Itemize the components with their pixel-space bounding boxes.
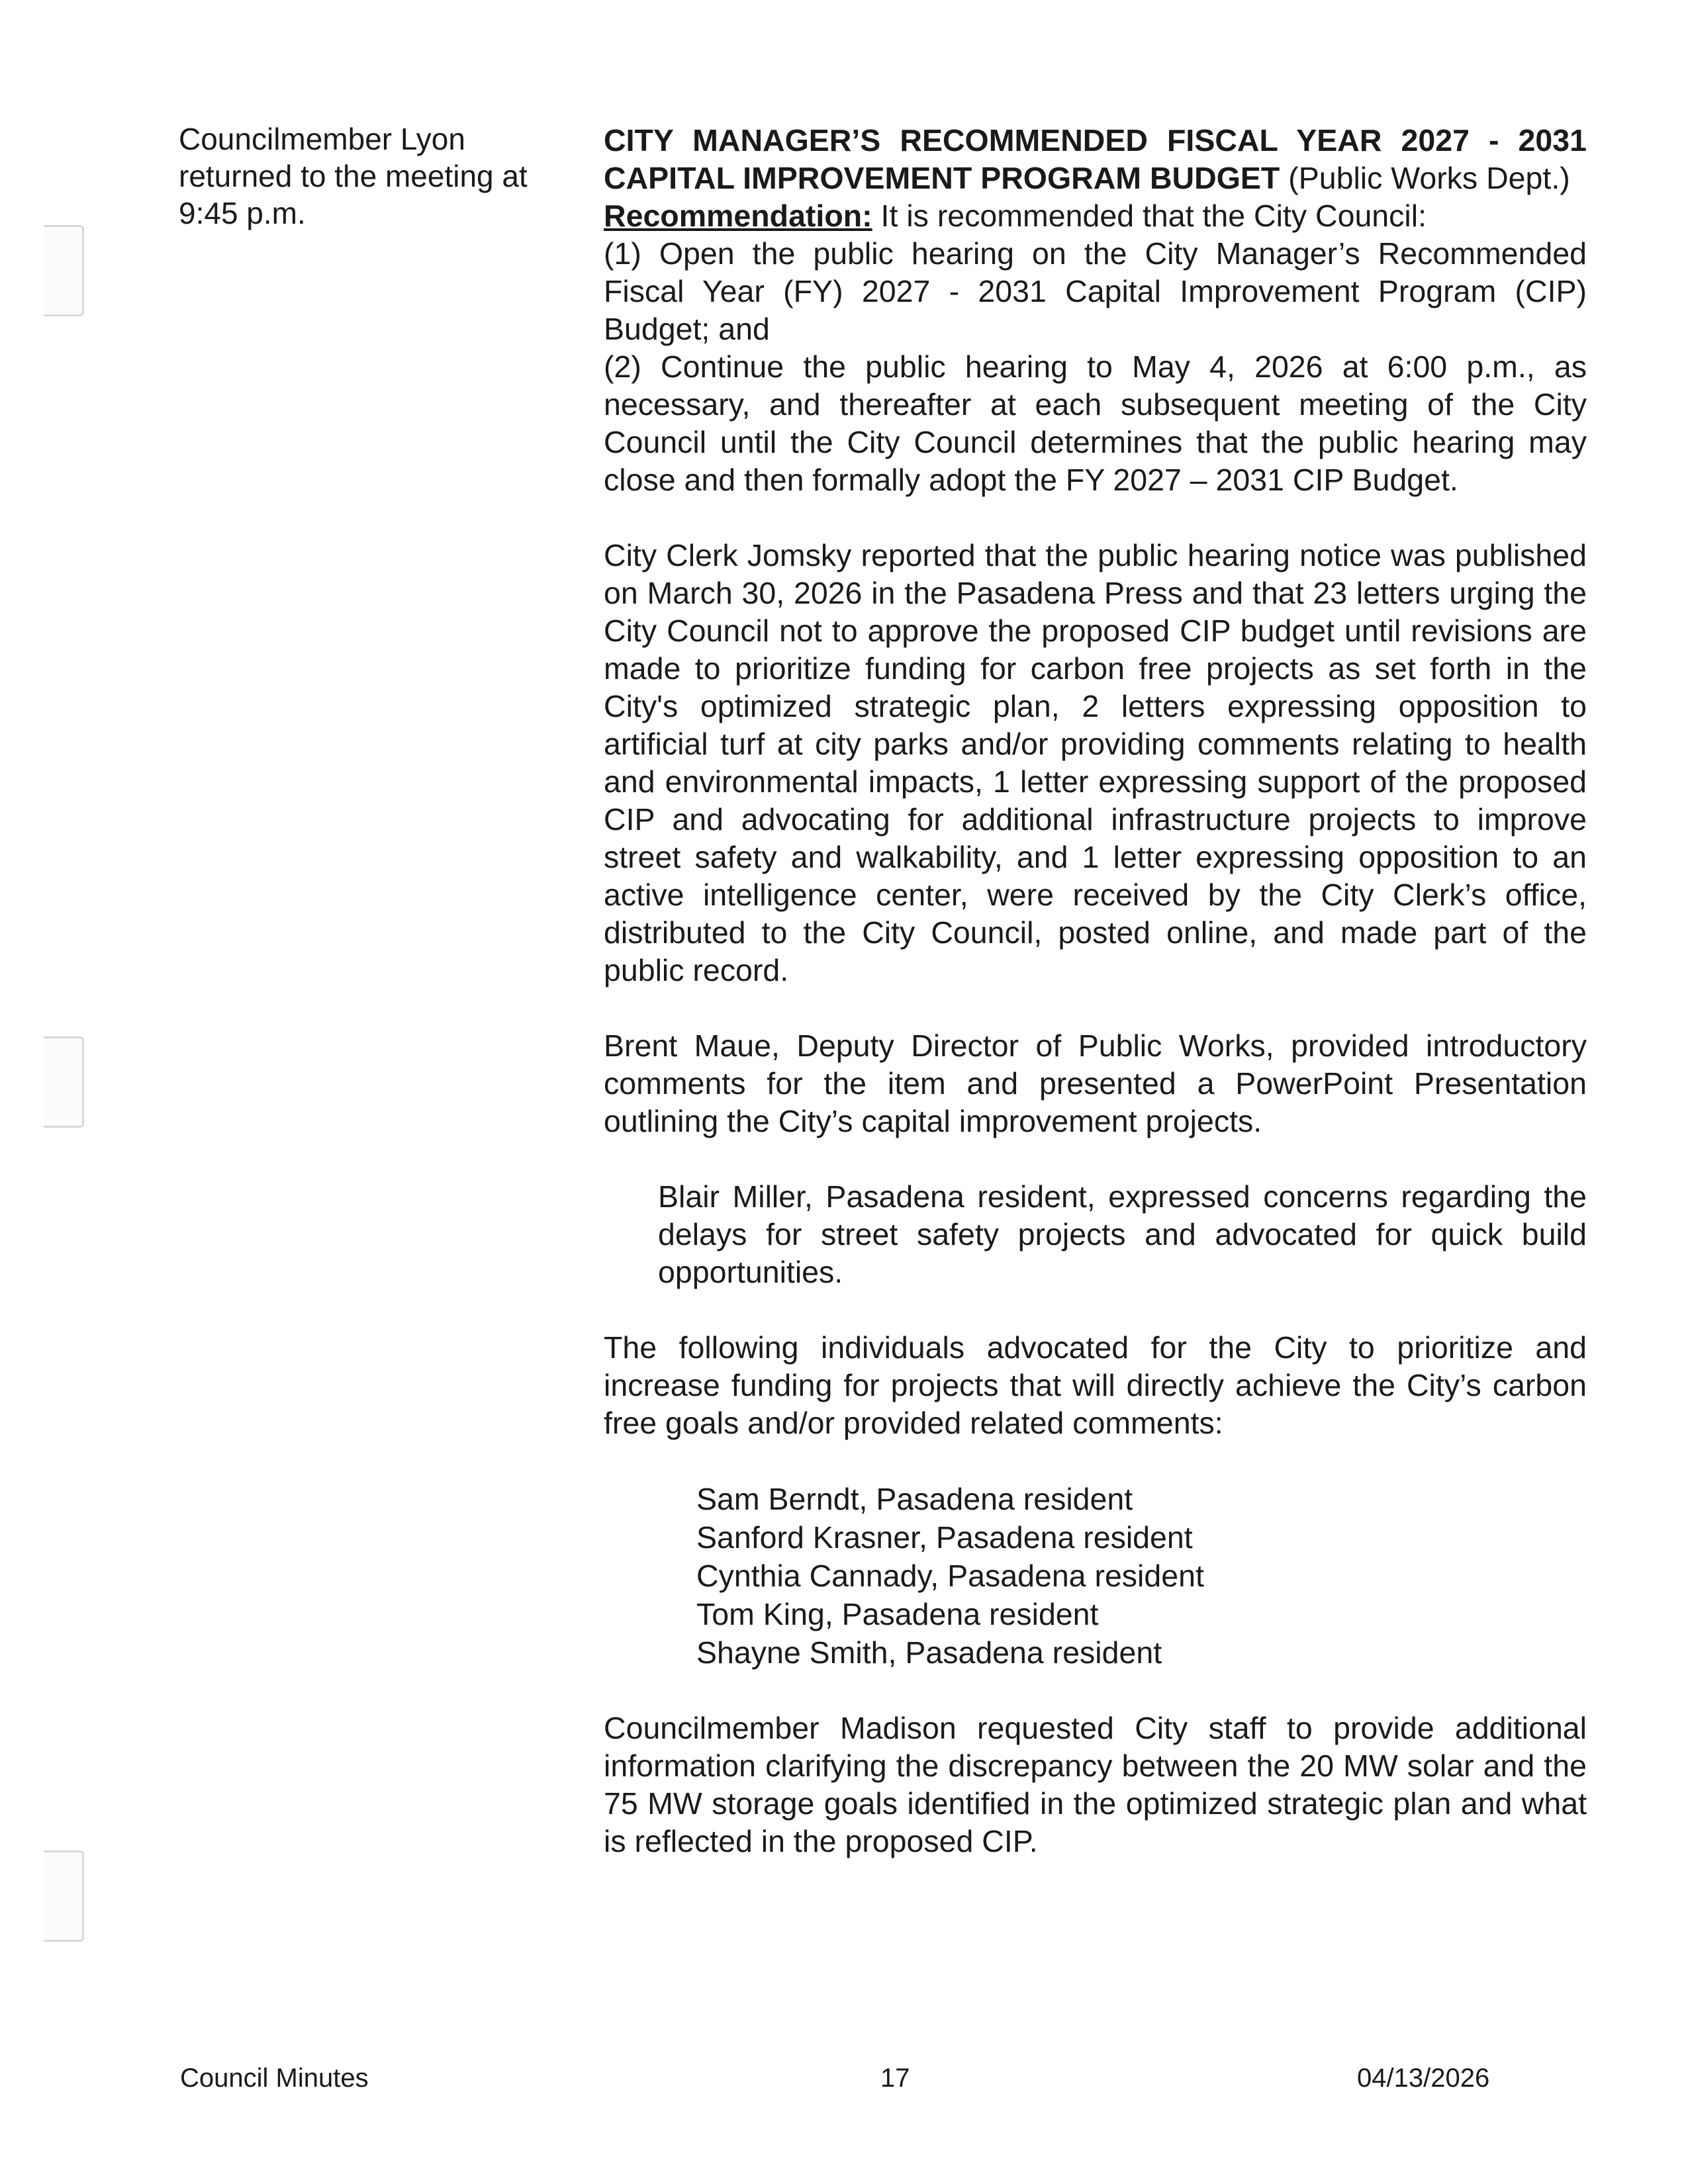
binder-hole-mark <box>44 225 84 316</box>
staff-intro: Brent Maue, Deputy Director of Public Works, provided introductory comments for the item and presented a PowerPoint Presentation outlining the City’s capital improvement projects. <box>604 1028 1587 1138</box>
main-content <box>604 122 1587 1860</box>
list-item: Sam Berndt, Pasadena resident <box>696 1482 1133 1516</box>
footer-title: Council Minutes <box>180 2064 369 2093</box>
advocates-list <box>696 1480 1587 1672</box>
item-department: (Public Works Dept.) <box>1280 161 1570 195</box>
margin-note-line: 9:45 p.m. <box>179 196 306 230</box>
page-number: 17 <box>880 2064 910 2093</box>
list-item: Shayne Smith, Pasadena resident <box>696 1635 1162 1670</box>
list-item: Sanford Krasner, Pasadena resident <box>696 1520 1193 1555</box>
recommendation-label: Recommendation: <box>604 199 872 233</box>
item-heading <box>604 122 1587 197</box>
madison-request: Councilmember Madison requested City staff to provide additional information clarifying the discrepancy between the 20 MW solar and the 75 MW storage goals identified in the optimized strategic plan and what is reflected in the proposed CIP. <box>604 1711 1587 1858</box>
recommendation-item: (1) Open the public hearing on the City Manager’s Recommended Fiscal Year (FY) 2027 - 2031 Capital Improvement Program (CIP) Budget; and <box>604 236 1587 346</box>
item-title: CITY MANAGER’S RECOMMENDED FISCAL YEAR 2027 - 2031 CAPITAL IMPROVEMENT PROGRAM BUDGET <box>604 123 1587 195</box>
clerk-report: City Clerk Jomsky reported that the public hearing notice was published on March 30, 2026 in the Pasadena Press and that 23 letters urging the City Council not to approve the proposed CIP budget until revisions are made to prioritize funding for carbon free projects as set forth in the City's optimized strategic plan, 2 letters expressing opposition to artificial turf at city parks and/or providing comments relating to health and environmental impacts, 1 letter expressing support of the proposed CIP and advocating for additional infrastructure projects to improve street safety and walkability, and 1 letter expressing opposition to an active intelligence center, were received by the City Clerk’s office, distributed to the City Council, posted online, and made part of the public record. <box>604 538 1587 987</box>
binder-hole-mark <box>44 1036 84 1128</box>
list-item: Cynthia Cannady, Pasadena resident <box>696 1559 1204 1593</box>
recommendation-item: (2) Continue the public hearing to May 4, 2026 at 6:00 p.m., as necessary, and thereafter at each subsequent meeting of the City Council until the City Council determines that the public hearing may close and then formally adopt the FY 2027 – 2031 CIP Budget. <box>604 349 1587 497</box>
margin-note <box>179 120 569 232</box>
recommendation-intro-text: It is recommended that the City Council: <box>872 199 1427 233</box>
recommendation-intro <box>604 197 1587 235</box>
margin-note-line: Councilmember Lyon <box>179 122 465 156</box>
advocates-intro: The following individuals advocated for the City to prioritize and increase funding for projects that will directly achieve the City’s carbon free goals and/or provided related comments: <box>604 1330 1587 1440</box>
footer-date: 04/13/2026 <box>1357 2064 1490 2093</box>
margin-note-line: returned to the meeting at <box>179 159 528 193</box>
speaker-comment: Blair Miller, Pasadena resident, expressed concerns regarding the delays for street safety projects and advocated for quick build opportunities. <box>658 1179 1587 1289</box>
binder-hole-mark <box>44 1850 84 1942</box>
list-item: Tom King, Pasadena resident <box>696 1597 1099 1631</box>
